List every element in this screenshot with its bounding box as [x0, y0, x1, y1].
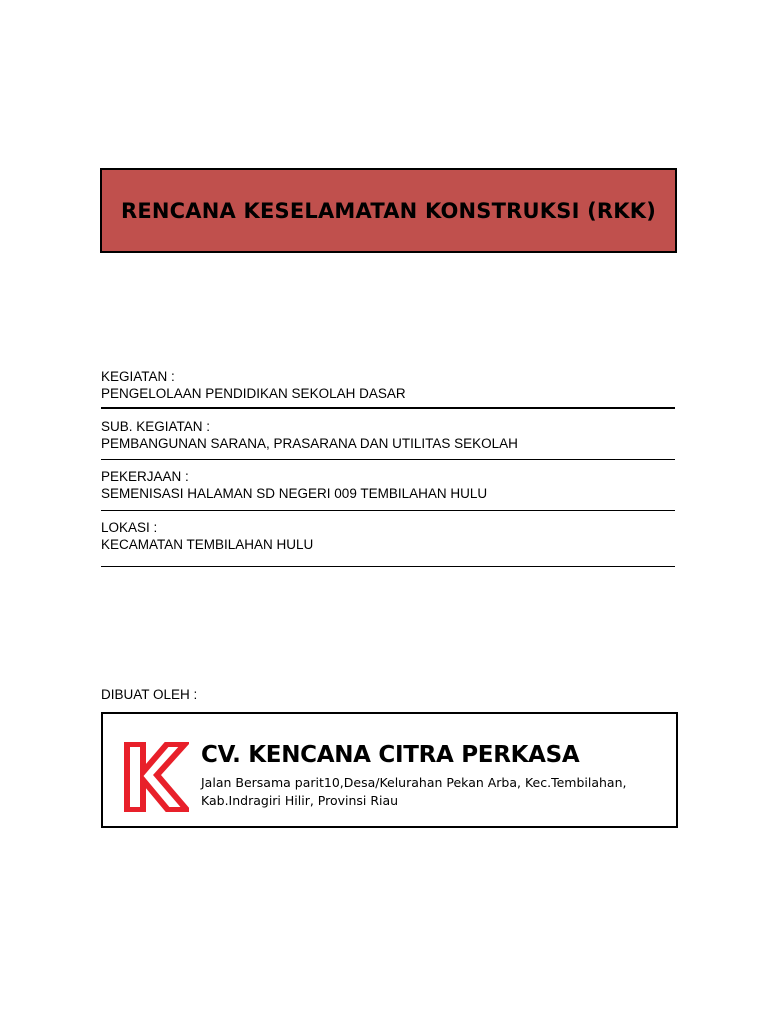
- pekerjaan-label: PEKERJAAN :: [101, 469, 189, 484]
- made-by-label: DIBUAT OLEH :: [101, 687, 198, 702]
- section-lokasi: [101, 519, 675, 553]
- kegiatan-value: PENGELOLAAN PENDIDIKAN SEKOLAH DASAR: [101, 386, 406, 401]
- section-kegiatan: [101, 368, 675, 402]
- sub-kegiatan-label: SUB. KEGIATAN :: [101, 419, 211, 434]
- sub-kegiatan-value: PEMBANGUNAN SARANA, PRASARANA DAN UTILITAS SEKOLAH: [101, 436, 518, 451]
- document-title: RENCANA KESELAMATAN KONSTRUKSI (RKK): [120, 198, 657, 223]
- company-card: [101, 712, 678, 828]
- company-logo-icon: [123, 742, 189, 812]
- divider-lokasi: [101, 566, 675, 567]
- divider-kegiatan: [101, 407, 675, 409]
- company-name: CV. KENCANA CITRA PERKASA: [201, 742, 580, 768]
- kegiatan-label: KEGIATAN :: [101, 369, 175, 384]
- divider-pekerjaan: [101, 510, 675, 511]
- title-banner: [100, 168, 677, 253]
- divider-sub-kegiatan: [101, 459, 675, 460]
- company-address: Jalan Bersama parit10,Desa/Kelurahan Pekan Arba, Kec.Tembilahan, Kab.Indragiri Hilir, Provinsi Riau: [201, 775, 627, 808]
- section-sub-kegiatan: [101, 418, 675, 452]
- lokasi-label: LOKASI :: [101, 520, 158, 535]
- pekerjaan-value: SEMENISASI HALAMAN SD NEGERI 009 TEMBILAHAN HULU: [101, 486, 488, 501]
- section-pekerjaan: [101, 468, 675, 502]
- lokasi-value: KECAMATAN TEMBILAHAN HULU: [101, 537, 314, 552]
